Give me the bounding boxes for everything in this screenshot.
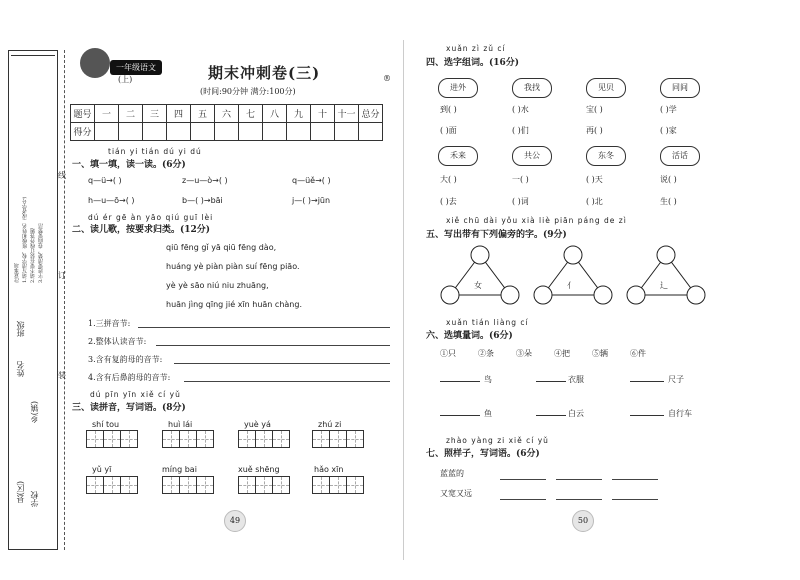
example-1: 蓝蓝的: [440, 469, 464, 478]
answer-line[interactable]: [612, 470, 658, 480]
note-2: 2.请不要在装订线外答题: [30, 228, 36, 283]
answer-line[interactable]: [500, 490, 546, 500]
choice-apple: 我找: [512, 78, 552, 98]
write-grid[interactable]: [238, 476, 289, 494]
score-input[interactable]: [287, 123, 311, 141]
measure-option: ④把: [554, 349, 570, 358]
s4-blank[interactable]: ( )天: [586, 175, 603, 184]
score-cell: 三: [143, 105, 167, 123]
measure-item: 尺子: [668, 375, 684, 384]
write-grid[interactable]: [312, 476, 363, 494]
s2-pinyin: dú ér gē àn yāo qiú guī lèi: [88, 213, 214, 222]
write-grid[interactable]: [86, 476, 137, 494]
write-grid[interactable]: [162, 430, 213, 448]
score-input[interactable]: [95, 123, 119, 141]
s4-blank[interactable]: 大( ): [440, 175, 457, 184]
notes: [11, 55, 55, 285]
measure-option: ③朵: [516, 349, 532, 358]
score-cell: 五: [191, 105, 215, 123]
cut-mark-2: 订: [58, 271, 66, 280]
s1-item-6[interactable]: j—( )→jūn: [292, 196, 331, 205]
s4-blank[interactable]: 说( ): [660, 175, 677, 184]
s2-a4[interactable]: [184, 372, 390, 382]
s4-blank[interactable]: 宝( ): [586, 105, 603, 114]
s5-pinyin: xiě chū dài yǒu xià liè piān páng de zì: [446, 216, 627, 225]
s4-blank[interactable]: 一( ): [512, 175, 529, 184]
score-input[interactable]: [167, 123, 191, 141]
s4-blank[interactable]: ( )北: [586, 197, 603, 206]
s3-word-7: xuě shēng: [238, 465, 280, 474]
page-divider: [403, 40, 404, 560]
binding-margin: [8, 50, 58, 550]
s3-word-1: shí tou: [92, 420, 120, 429]
measure-blank[interactable]: [536, 406, 566, 416]
answer-line[interactable]: [612, 490, 658, 500]
answer-line[interactable]: [556, 470, 602, 480]
score-input[interactable]: [119, 123, 143, 141]
page-number-left: 49: [224, 510, 246, 532]
score-cell: 八: [263, 105, 287, 123]
score-input[interactable]: [263, 123, 287, 141]
s4-blank[interactable]: 再( ): [586, 126, 603, 135]
s1-item-2[interactable]: z—u—ò→( ): [182, 176, 228, 185]
measure-blank[interactable]: [630, 406, 664, 416]
measure-blank[interactable]: [440, 406, 480, 416]
s2-a2[interactable]: [156, 336, 390, 346]
s4-blank[interactable]: ( )去: [440, 197, 457, 206]
answer-line[interactable]: [556, 490, 602, 500]
measure-blank[interactable]: [440, 372, 480, 382]
answer-line[interactable]: [500, 470, 546, 480]
s3-title: 三、读拼音，写词语。(8分): [72, 403, 186, 413]
radical-triangle[interactable]: [533, 245, 613, 309]
s2-q1: 1.三拼音节:: [88, 319, 131, 328]
s2-title: 二、读儿歌，按要求归类。(12分): [72, 225, 211, 235]
class-field[interactable]: 班级: [16, 321, 25, 337]
measure-item: 鱼: [484, 409, 492, 418]
score-input[interactable]: [215, 123, 239, 141]
radical-1: 女: [474, 281, 482, 290]
score-table: [70, 104, 383, 141]
score-input[interactable]: [239, 123, 263, 141]
score-input[interactable]: [143, 123, 167, 141]
write-grid[interactable]: [162, 476, 213, 494]
radical-3: 辶: [660, 281, 668, 290]
s2-a3[interactable]: [174, 354, 390, 364]
choice-apple: 东冬: [586, 146, 626, 166]
s2-a1[interactable]: [138, 318, 390, 328]
s1-pinyin: tián yi tián dú yi dú: [108, 147, 202, 156]
poem-line-4: huān jìng qīng jié xīn huān chàng.: [166, 300, 302, 309]
score-cell: 十一: [335, 105, 359, 123]
s4-blank[interactable]: ( )学: [660, 105, 677, 114]
s1-item-3[interactable]: q—üě→( ): [292, 176, 331, 185]
name-field[interactable]: 姓名: [16, 361, 25, 377]
cut-mark-1: 线: [58, 171, 66, 180]
write-grid[interactable]: [312, 430, 363, 448]
poem-line-1: qiū fēng gǐ yā qiū fēng dào,: [166, 243, 277, 252]
s4-title: 四、选字组词。(16分): [426, 58, 520, 68]
score-input[interactable]: [311, 123, 335, 141]
measure-option: ⑤辆: [592, 349, 608, 358]
radical-triangle[interactable]: [626, 245, 706, 309]
choice-apple: 禾来: [438, 146, 478, 166]
poem-line-3: yè yè sāo niú niu zhuāng,: [166, 281, 269, 290]
exam-meta: (时间:90分钟 满分:100分): [200, 87, 296, 96]
measure-item: 鸟: [484, 375, 492, 384]
school-field[interactable]: 学校: [30, 491, 39, 507]
score-input[interactable]: [191, 123, 215, 141]
score-input[interactable]: [359, 123, 383, 141]
s4-blank[interactable]: ( )们: [512, 126, 529, 135]
score-cell: 六: [215, 105, 239, 123]
s2-q3: 3.含有复韵母的音节:: [88, 355, 163, 364]
measure-option: ①只: [440, 349, 456, 358]
note-title: 注意事项: [14, 263, 20, 283]
score-header-row: [71, 105, 383, 123]
grade-sub: (上): [118, 75, 133, 84]
choice-apple: 见贝: [586, 78, 626, 98]
page-title: 期末冲刺卷(三): [208, 64, 321, 82]
score-cell: 题号: [71, 105, 95, 123]
choice-apple: 同间: [660, 78, 700, 98]
s4-blank[interactable]: ( )词: [512, 197, 529, 206]
s1-item-4[interactable]: h—u—ō→( ): [88, 196, 135, 205]
grade-badge: 一年级语文: [110, 60, 162, 75]
s3-word-4: zhú zi: [318, 420, 342, 429]
s4-blank[interactable]: 生( ): [660, 197, 677, 206]
s1-title: 一、填一填，读一读。(6分): [72, 160, 186, 170]
score-cell: 七: [239, 105, 263, 123]
county-field[interactable]: 县(区): [16, 481, 25, 504]
measure-blank[interactable]: [536, 372, 566, 382]
page-number-right: 50: [572, 510, 594, 532]
write-grid[interactable]: [86, 430, 137, 448]
measure-option: ②条: [478, 349, 494, 358]
score-row: [71, 123, 383, 141]
measure-option: ⑥件: [630, 349, 646, 358]
s3-pinyin: dú pīn yīn xiě cí yǔ: [90, 390, 181, 399]
s3-word-6: míng bai: [162, 465, 197, 474]
example-2: 又宽又远: [440, 489, 472, 498]
cut-mark-3: 装: [58, 371, 66, 380]
s7-title: 七、照样子，写词语。(6分): [426, 449, 540, 459]
registered-mark: ®: [383, 74, 391, 83]
s3-word-3: yuè yá: [244, 420, 271, 429]
s1-item-5[interactable]: b—( )→bāi: [182, 196, 223, 205]
score-cell: 四: [167, 105, 191, 123]
s4-blank[interactable]: 到( ): [440, 105, 457, 114]
write-grid[interactable]: [238, 430, 289, 448]
poem-line-2: huáng yè piàn piàn suí fēng piāo.: [166, 262, 300, 271]
s4-pinyin: xuǎn zì zǔ cí: [446, 44, 506, 53]
measure-blank[interactable]: [630, 372, 664, 382]
s2-q4: 4.含有后鼻韵母的音节:: [88, 373, 171, 382]
s4-blank[interactable]: ( )水: [512, 105, 529, 114]
choice-apple: 活话: [660, 146, 700, 166]
measure-item: 衣服: [568, 375, 584, 384]
choice-apple: 共公: [512, 146, 552, 166]
note-3: 3.字迹要清楚，卷面要整洁: [38, 223, 44, 283]
radical-triangle[interactable]: [440, 245, 520, 309]
measure-item: 白云: [568, 409, 584, 418]
s2-q2: 2.整体认读音节:: [88, 337, 147, 346]
score-label: 得分: [71, 123, 95, 141]
avatar-icon: [80, 48, 110, 78]
score-cell: 一: [95, 105, 119, 123]
note-1: 1.请写清学校、班级和姓名（或者学号）: [22, 193, 28, 283]
s1-item-1[interactable]: q—ü→( ): [88, 176, 122, 185]
s3-word-2: huì lái: [168, 420, 193, 429]
measure-item: 自行车: [668, 409, 692, 418]
s7-pinyin: zhào yàng zi xiě cí yǔ: [446, 436, 549, 445]
score-input[interactable]: [335, 123, 359, 141]
score-cell: 二: [119, 105, 143, 123]
s6-pinyin: xuǎn tián liàng cí: [446, 318, 529, 327]
cut-line: [64, 50, 65, 550]
s4-blank[interactable]: ( )面: [440, 126, 457, 135]
score-cell: 九: [287, 105, 311, 123]
score-cell: 十: [311, 105, 335, 123]
choice-apple: 进外: [438, 78, 478, 98]
s3-word-5: yǔ yī: [92, 465, 112, 474]
radical-2: 亻: [567, 281, 575, 290]
s5-title: 五、写出带有下列偏旁的字。(9分): [426, 230, 567, 240]
score-cell: 总分: [359, 105, 383, 123]
s3-word-8: hǎo xīn: [314, 465, 344, 474]
s4-blank[interactable]: ( )家: [660, 126, 677, 135]
s6-title: 六、选填量词。(6分): [426, 331, 513, 341]
town-field[interactable]: 乡(镇): [30, 401, 39, 424]
